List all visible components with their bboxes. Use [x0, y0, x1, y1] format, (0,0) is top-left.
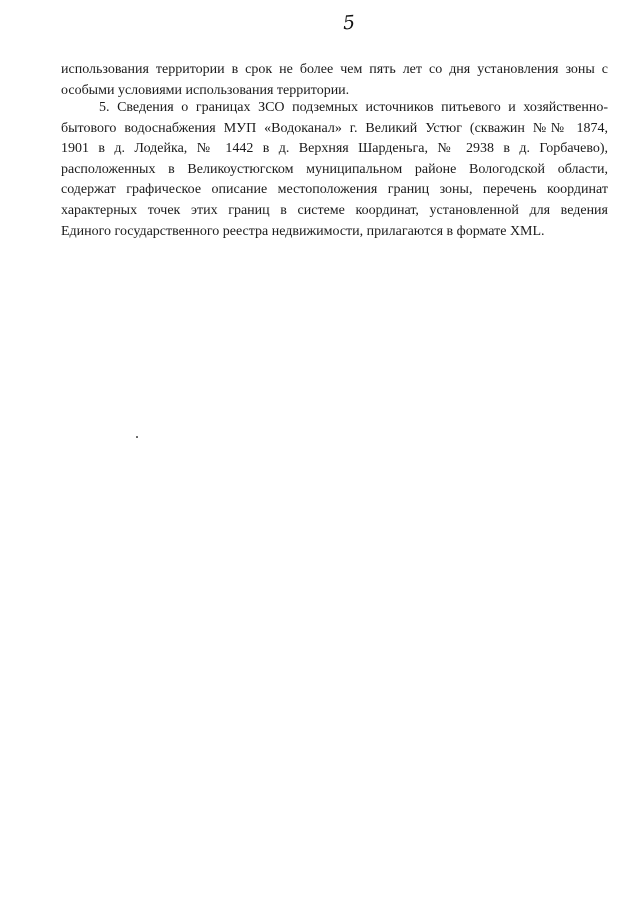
text-line: расположенных в Великоустюгском муниципальном районе Вологодской области, — [61, 161, 608, 177]
text-line: содержат графическое описание местоположения границ зоны, перечень координат — [61, 182, 608, 198]
text-line: Единого государственного реестра недвижимости, прилагаются в формате XML. — [61, 223, 545, 239]
paragraph-5 — [61, 98, 608, 242]
text-line: 5. Сведения о границах ЗСО подземных источников питьевого и хозяйственно- — [99, 100, 608, 115]
paragraph-continuation — [61, 60, 608, 101]
text-line: использования территории в срок не более чем пять лет со дня установления зоны с — [61, 62, 608, 77]
text-line: бытового водоснабжения МУП «Водоканал» г. Великий Устюг (скважин №№ 1874, — [61, 120, 608, 136]
text-line: 1901 в д. Лодейка, № 1442 в д. Верхняя Шарденьга, № 2938 в д. Горбачево), — [61, 141, 608, 157]
scan-speck — [136, 436, 138, 438]
text-line: особыми условиями использования территории. — [61, 82, 350, 98]
text-line: характерных точек этих границ в системе координат, установленной для ведения — [61, 202, 608, 218]
page-number: 5 — [342, 11, 356, 35]
